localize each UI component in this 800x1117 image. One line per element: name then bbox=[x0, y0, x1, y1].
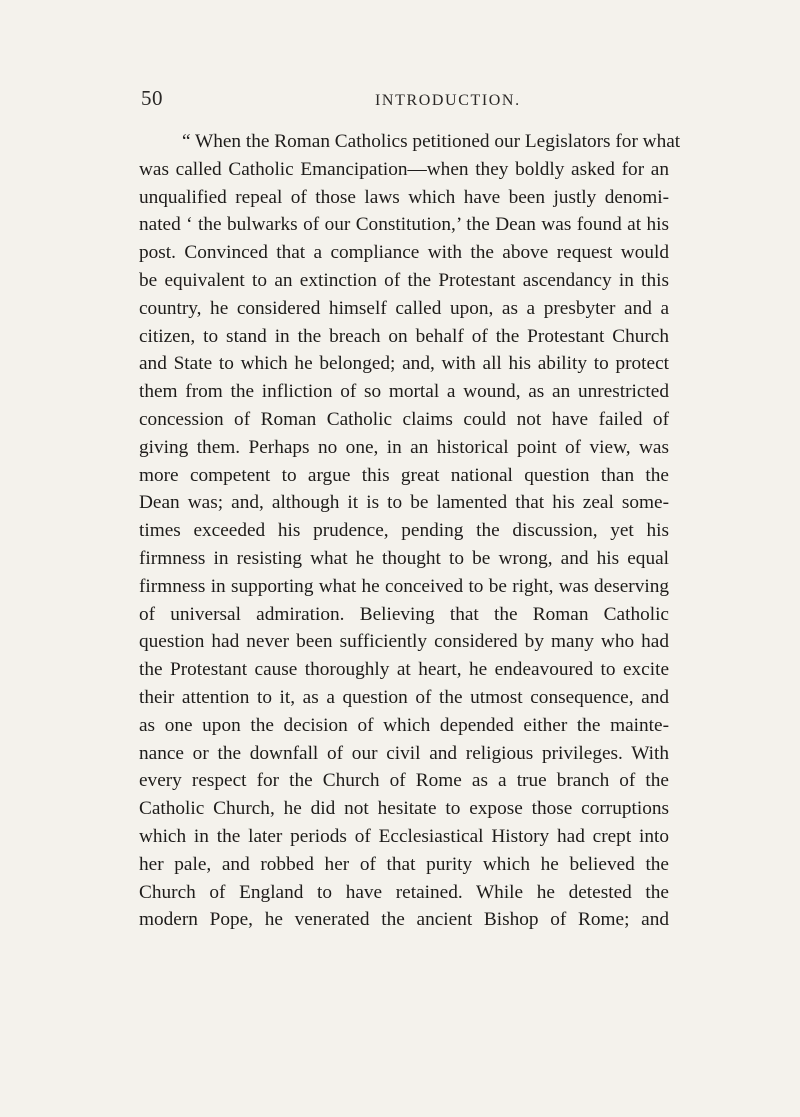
page-number: 50 bbox=[141, 86, 163, 110]
text-line: more competent to argue this great national question than the bbox=[139, 464, 669, 486]
text-line: which in the later periods of Ecclesiastical History had crept into bbox=[139, 825, 669, 847]
text-line: was called Catholic Emancipation—when they boldly asked for an bbox=[139, 158, 669, 180]
text-line: their attention to it, as a question of the utmost consequence, and bbox=[139, 686, 669, 708]
text-line: concession of Roman Catholic claims could not have failed of bbox=[139, 408, 669, 430]
text-line: “ When the Roman Catholics petitioned our Legislators for what bbox=[182, 131, 681, 152]
text-line: post. Convinced that a compliance with the above request would bbox=[139, 242, 669, 264]
text-line: giving them. Perhaps no one, in an historical point of view, was bbox=[139, 436, 669, 458]
text-line: firmness in resisting what he thought to be wrong, and his equal bbox=[139, 547, 669, 569]
text-line: modern Pope, he venerated the ancient Bishop of Rome; and bbox=[139, 909, 669, 931]
text-line: question had never been sufficiently considered by many who had bbox=[139, 631, 669, 653]
text-line: Catholic Church, he did not hesitate to expose those corruptions bbox=[139, 798, 669, 820]
text-line: of universal admiration. Believing that the Roman Catholic bbox=[139, 603, 669, 625]
text-line: country, he considered himself called upon, as a presbyter and a bbox=[139, 297, 669, 319]
text-line: them from the infliction of so mortal a wound, as an unrestricted bbox=[139, 381, 669, 403]
text-line: Church of England to have retained. While he detested the bbox=[139, 881, 669, 903]
body-text bbox=[139, 128, 681, 934]
text-line: times exceeded his prudence, pending the discussion, yet his bbox=[139, 520, 669, 542]
text-line: citizen, to stand in the breach on behalf of the Protestant Church bbox=[139, 325, 669, 347]
text-line: firmness in supporting what he conceived to be right, was deserving bbox=[139, 575, 669, 597]
text-line: be equivalent to an extinction of the Protestant ascendancy in this bbox=[139, 269, 669, 291]
text-line: nance or the downfall of our civil and religious privileges. With bbox=[139, 742, 669, 764]
text-line: as one upon the decision of which depended either the mainte- bbox=[139, 714, 669, 736]
running-head: INTRODUCTION. bbox=[375, 92, 521, 109]
text-line: nated ‘ the bulwarks of our Constitution,’ the Dean was found at his bbox=[139, 214, 669, 236]
text-line: the Protestant cause thoroughly at heart, he endeavoured to excite bbox=[139, 659, 669, 681]
text-line: unqualified repeal of those laws which have been justly denomi- bbox=[139, 186, 669, 208]
text-line: Dean was; and, although it is to be lamented that his zeal some- bbox=[139, 492, 669, 514]
text-line: every respect for the Church of Rome as a true branch of the bbox=[139, 770, 669, 792]
text-line: her pale, and robbed her of that purity which he believed the bbox=[139, 853, 669, 875]
text-line: and State to which he belonged; and, with all his ability to protect bbox=[139, 353, 669, 375]
